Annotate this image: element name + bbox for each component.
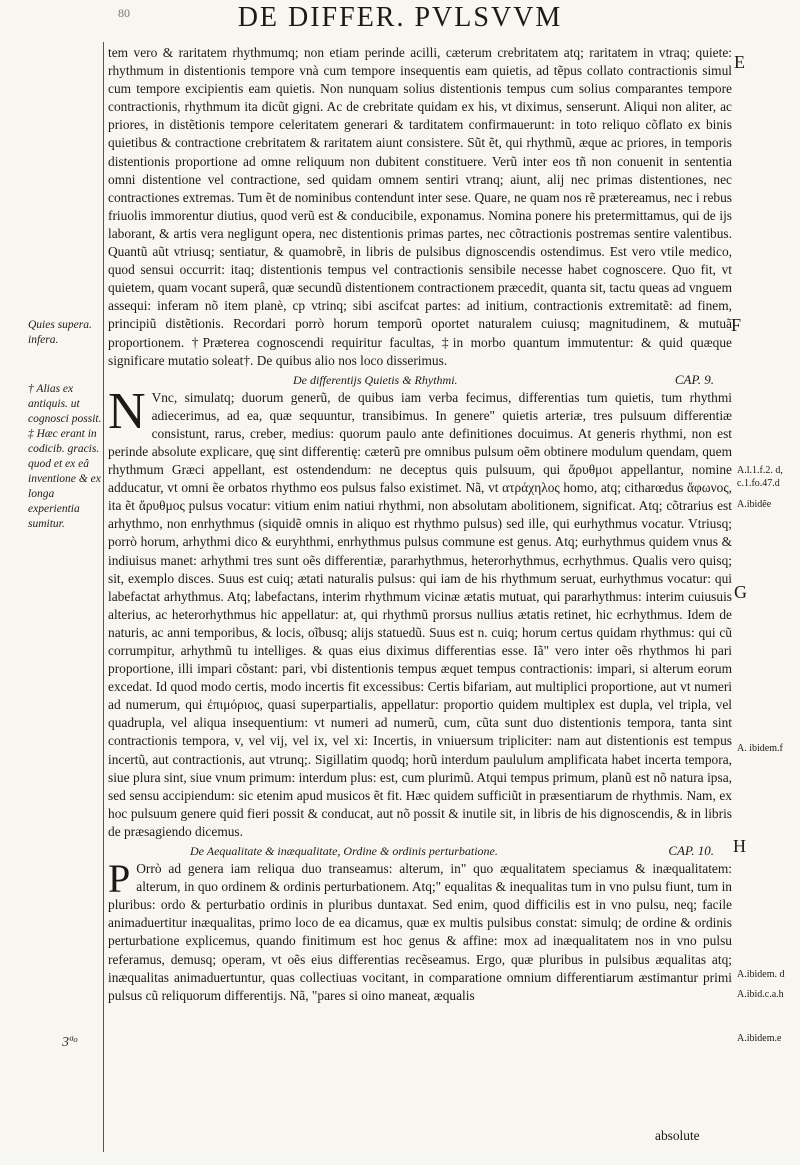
page-number: 80: [118, 6, 130, 20]
margin-ref-4: A.ibidem. d: [737, 969, 785, 980]
dropcap-p: P: [108, 856, 131, 902]
paragraph-continuation: tem vero & raritatem rhythmumq; non etiam perinde acilli, cæterum crebritatem atq; raritatem in vtraq; quiete: rhythmum in distentionis tempore vnà cum tempore insequentis eam quietis, ad tẽpus collato contractionis simul cum tempore excipientis eam quietis. Non nunquam solius distentionis tempus cum solius comparantes tempore contractionis, rhythmum ita dicũt gigni. Ac de crebritate quidam ex his, vt diximus, senserunt. Aliqui non aliter, ac priores, in distẽtionis tempore celeritatem generari & tarditatem confirmauerunt: in toto reliquo cõflato ex binis quietibus & contractione crebritatem & raritatem aiunt consistere. Sũt ẽt, qui rhythmũ, æque ac priores, in temporis distentionis proportione ad omne reliquum non dubitent constituere. Verũ inter eos tñ non conuenit in sententia omni distentione vel contractione, sed quidam omnem sentiri vtranq; aiunt, alij nec primas distentiones, nec contractiones extremas. Tum ẽt de nominibus contendunt inter sese. Quare, ne quam nos rẽ prætereamus, nec i rebus friuolis immorentur diutius, quod verũ est & conducibile, exponamus. Nomina ponere his pretermittamus, qui de ijs laborant, & artis vera negligunt opera, nec distentionis primas partes, nec cõtractionis postremas sentire valentibus. Quantũ aũt vtriusq; sentiatur, & quamobrẽ, in libris de pulsibus dignoscendis ostendimus. Est vero vtile medico, quod sensui occurrit: itaq; distentionis tempus vel contractionis sensibile necesse habet cognoscere. Quo fit, vt quietem, quam vocant superâ, quæ secundũ distentionem contractionem præcedit, quanta sit, tactu queas ad vnguem assequi: inferam nõ item planè, cp vtrinq; sibi ascifcat partes: ad initium, contractionis extremitatẽ: ad finem, principiũ distẽtionis. Recordari porrò horum temporũ oportet naturalem cuiusq; magnitudinem, & mutuã proportionem. †Præterea cognoscendi requiritur facultas, ‡in morbo quantum immutentur: & quid quæque significare mutatio soleat†. De quibus alio nos loco disserimus.: [108, 45, 732, 368]
chapter-10-text: Orrò ad genera iam reliqua duo transeamus: alterum, in" quo æqualitatem speciamus & inæqualitatem: alterum, in quo ordinem & ordinis perturbationem. Atq;" equalitas & inequalitas tum in vno pulsu fiunt, tum in pluribus: ordo & perturbatio ordinis in pluribus duntaxat. Sed enim, quod difficilis est in vno pulsu, neq; facile animaduertitur inæqualitas, primo loco de ea dicamus, quæ ex multis pulsibus constat: simulq; de ordine & ordinis perturbatione explicemus, quando finitimum est hoc genus & affine: mox ad inæqualitatem nos in vno pulsu referamus, demusq; operam, vt oẽs eius differentias recẽseamus. Ergo, quæ pluribus in pulsibus æqualitas atq; inæqualitas animaduertuntur, quas collectiuas vocitant, in comparatione omnium differentiarum æstimantur primi pulsus cũ reliquorum differentijs. Nã, "pares si oino maneat, æqualis: [108, 861, 732, 1003]
side-letter-g: G: [734, 582, 747, 602]
margin-ref-5: A.ibid.c.a.h: [737, 989, 784, 1000]
chapter-9-paragraph: [108, 382, 732, 841]
margin-handwriting: 3ªᵒ: [62, 1035, 77, 1050]
margin-note-alias: † Alias ex antiquis. ut cognosci possit. ‡ Hæc erant in codicib. gracis. quod et ex eâ inventione & ex longa experientia sumitur.: [28, 383, 102, 530]
side-letter-f: F: [731, 315, 742, 335]
margin-note-quies: Quies supera. inferа.: [28, 319, 92, 346]
margin-ref-2: A.ibidẽe: [737, 499, 772, 510]
chapter-10-heading: [108, 842, 732, 860]
chapter-10-title: De Aequalitate & inæqualitate, Ordine & ordinis perturbatione.: [190, 844, 498, 859]
chapter-9-text: Vnc, simulatq; duorum generũ, de quibus iam verba fecimus, differentias tum quietis, tum rhythmi adiecerimus, ad ea, quæ sequuntur, transibimus. In genere" quietis arteriæ, tres pulsuum differentiæ consistunt, rarus, creber, medius: quorum paulo ante definitiones docuimus. At generis rhythmi, non est perinde absolute explicare, quę sint differentię: cæterũ pre omnibus pulsum oẽm obtinere modulum quendam, quem rhythmum Græci appellant, est ostendendum: ne deceptus quis pulsuum, qui ἄρυθμοι appellantur, nomine adducatur, vt omni ẽe orbatos rhythmo eos pulsus falso existimet. Nã, vt ατράχηλος homo, atq; citharœdus ἄφωνος, ita ẽt ἄρυθμος pulsus vocatur: vitium enim natiui rhythmi, non absolutam abolitionem, significat. Atq; cõtrarius est arhythmo, non enrhythmus (siquidẽ omnis in aliquo est rhythmo pulsus) sed ille, qui eurhythmus vocatur. Vtriusq; porrò horum, arhythmi dico & euryhthmi, enrhythmus pulsus commune est genus. Atq; eurhythmus quidem vnus & indiuisus manet: arhythmi tres sunt oẽs differentiæ, pararhythmus, heterorhythmus, ecrhythmus. Qualis vero quisq; sit, exemplo disces. Suus est cuiq; ætati naturalis pulsus: qui iam de his rhythmum seruat, eurhythmus vocatur: qui labefactat arhythmus. Atq; labefactans, interim rhythmum vicinæ ætatis mutuat, qui pararhythmus: interim cuiusuis alterius, ac heterorhythmus hic appellatur: at, qui rhythmũ prorsus nullius ætatis retinet, hic ecrhythmus. Idem de naturis, ac anni temporibus, & locis, oĩbusq; alijs statuedũ. Suus est n. cuiq; horum certus quidam rhythmus: qui cũ corrumpitur, arhythmũ tu intelliges. & quas eius diximus differentias esse. Iã" vero inter oẽs rhythmos hi pari proportione, illi impari cõstant: pari, vbi distentionis tempus æquet tempus contractionis: impari, si alterum eorum excedat. Id quod modo certis, modo incertis fit excessibus: Certis bifariam, aut multiplici proportione, aut vt numeri ad numerum, qui ἐπιμόριος, quasi superpartialis, appellatur: proportio quidem multiplex est dupla, vel tripla, vel quadrupla, vel aliqua insequentium: vt numeri ad numerũ, cum, cũta sunt duo distentionis tempora, tanta sint contractionis tempora, v, vel vij, vel ix, vel xi: Incertis, in vniuersum tripliciter: nam aut distentionis est tempus incertũ, aut contractionis, aut vtrunq;. Sigillatim quodq; horũ interdum paululum amplificata habet incerta tempora, siue plura sint, siue vnum primum: interdum plus: est, cum plurimũ. Atqui tempus primum, planũ est nõ natura ipsa, sed sensu accipiendum: sic etenim apud musicos ẽt fit. Hæc quidem sufficiũt in præsentiarum de rhythmis. Nam, ex hoc pulsuum genere quid fieri possit & conducat, aut nõ possit & inutile sit, in libris de his dignoscendis, & in libris de præsagiendo dicemus.: [108, 389, 732, 839]
margin-ref-6: A.ibidem.e: [737, 1033, 782, 1044]
dropcap-n: N: [108, 382, 146, 440]
chapter-9-number: CAP. 9.: [674, 371, 714, 387]
side-letter-h: H: [733, 836, 746, 856]
side-letter-e: E: [734, 52, 745, 72]
running-head: DE DIFFER. PVLSVVM: [237, 2, 563, 33]
main-text-column: [108, 44, 732, 1005]
margin-ref-1: A.l.1.f.2. d, c.1.fo.47.d: [737, 465, 783, 489]
chapter-9-heading: [108, 371, 732, 389]
margin-rule: [103, 42, 104, 1152]
margin-ref-3: A. ibidem.f: [737, 743, 783, 754]
chapter-10-number: CAP. 10.: [668, 843, 714, 859]
catchword: absolute: [655, 1128, 700, 1143]
chapter-9-title: De differentijs Quietis & Rhythmi.: [293, 372, 458, 387]
chapter-10-paragraph: [108, 856, 732, 1005]
